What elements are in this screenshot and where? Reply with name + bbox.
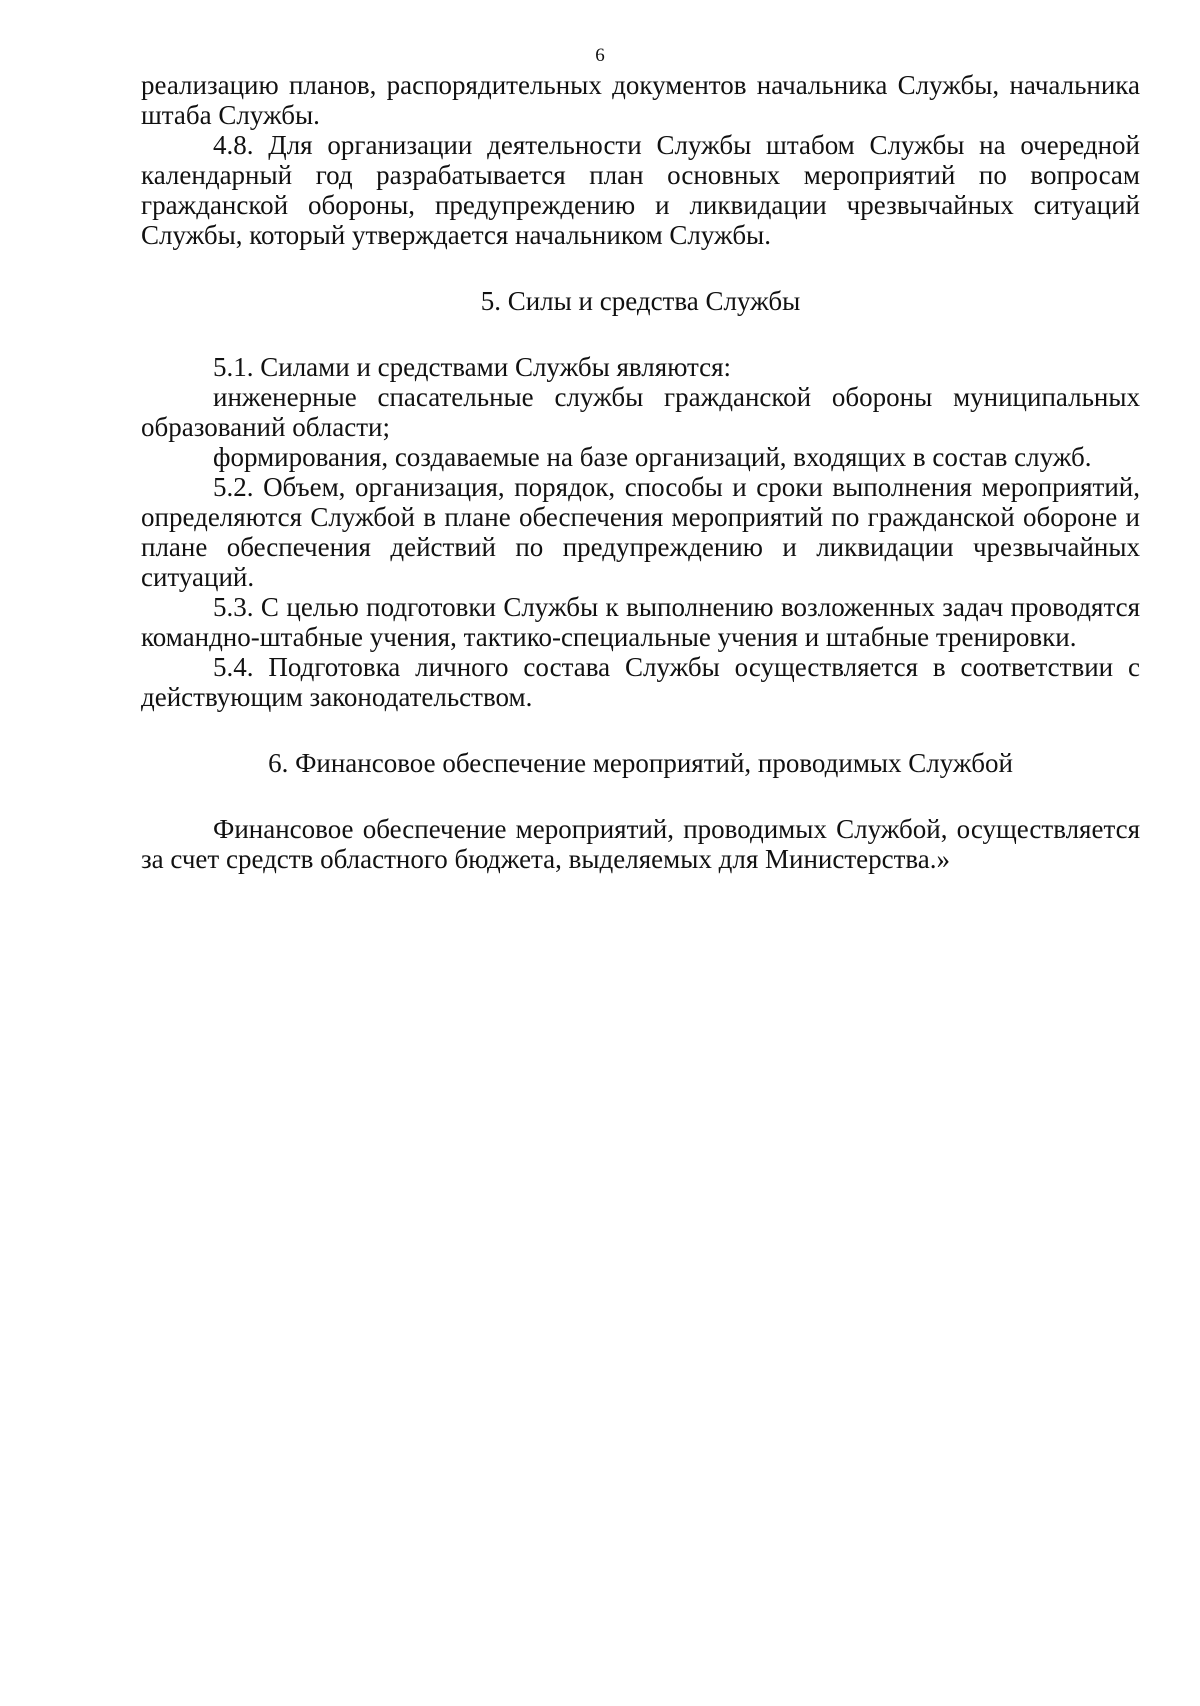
paragraph-5-2: 5.2. Объем, организация, порядок, способы и сроки выполнения мероприятий, определяются Службой в плане обеспечения мероприятий по гражданской обороне и плане обеспечения действий по предупреждению и ликвидации чрезвычайных ситуаций. [141, 472, 1140, 592]
paragraph-5-1-item-1: инженерные спасательные службы гражданской обороны муниципальных образований области; [141, 382, 1140, 442]
paragraph-4-8: 4.8. Для организации деятельности Службы штабом Службы на очередной календарный год разрабатывается план основных мероприятий по вопросам гражданской обороны, предупреждению и ликвидации чрезвычайных ситуаций Службы, который утверждается начальником Службы. [141, 130, 1140, 250]
section-heading-6: 6. Финансовое обеспечение мероприятий, проводимых Службой [268, 748, 1013, 778]
paragraph-5-1-item-2: формирования, создаваемые на базе организаций, входящих в состав служб. [213, 442, 1092, 472]
paragraph-5-1: 5.1. Силами и средствами Службы являются: [213, 352, 732, 382]
paragraph-continuation: реализацию планов, распорядительных документов начальника Службы, начальника штаба Службы. [141, 70, 1140, 130]
document-body [141, 70, 1140, 874]
section-heading-5: 5. Силы и средства Службы [480, 286, 801, 316]
page-number: 6 [595, 45, 605, 66]
paragraph-5-4: 5.4. Подготовка личного состава Службы осуществляется в соответствии с действующим законодательством. [141, 652, 1140, 712]
paragraph-6: Финансовое обеспечение мероприятий, проводимых Службой, осуществляется за счет средств областного бюджета, выделяемых для Министерства.» [141, 814, 1140, 874]
paragraph-5-3: 5.3. С целью подготовки Службы к выполнению возложенных задач проводятся командно-штабные учения, тактико-специальные учения и штабные тренировки. [141, 592, 1140, 652]
